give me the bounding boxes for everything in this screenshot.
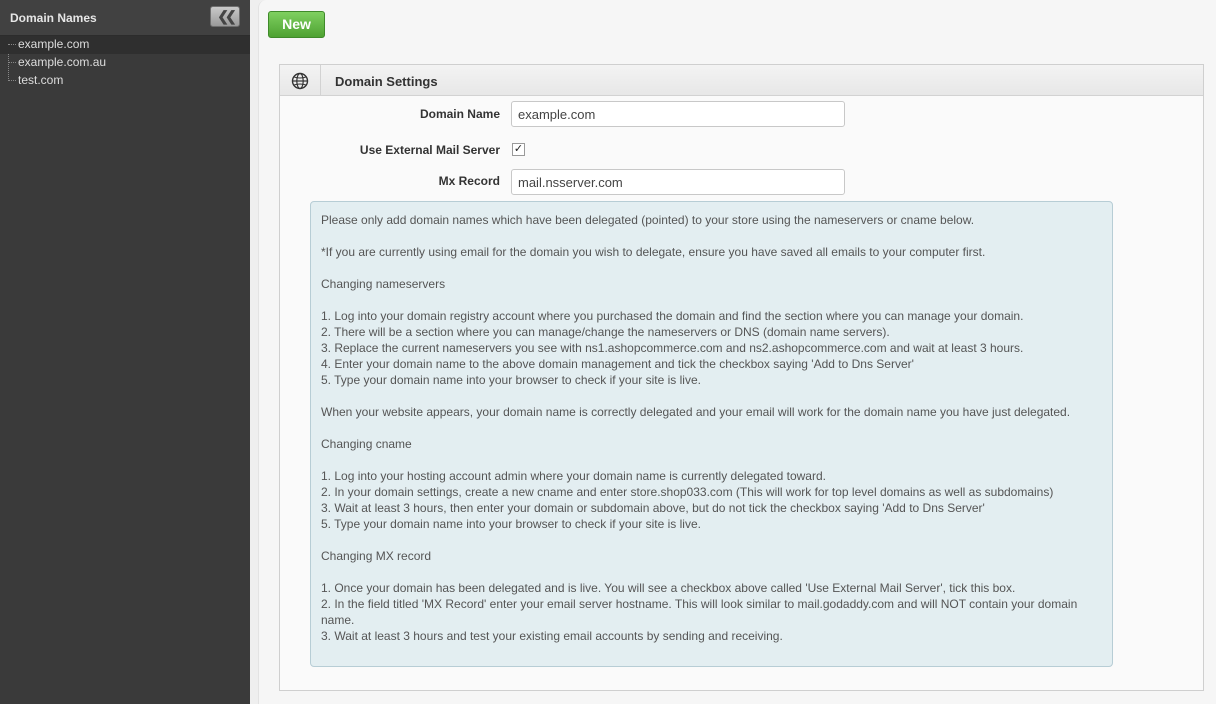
external-mail-checkbox[interactable]: ✓ (513, 143, 524, 155)
mx-record-label: Mx Record (438, 174, 500, 188)
new-button[interactable]: New (268, 11, 325, 38)
info-box (310, 201, 1113, 667)
info-line: 1. Log into your hosting account admin where your domain name is currently delegated toward. (321, 469, 826, 483)
tree-item-test-com[interactable] (0, 72, 250, 90)
tree-item-label: example.com (18, 37, 90, 51)
info-line: 2. There will be a section where you can manage/change the nameservers or DNS (domain name servers). (321, 325, 890, 339)
info-line: When your website appears, your domain name is correctly delegated and your email will work for the domain name you have just delegated. (321, 405, 1071, 419)
info-line: Changing cname (321, 437, 412, 451)
info-line: Changing nameservers (321, 277, 446, 291)
double-chevron-left-icon: ❮❮ (217, 8, 233, 24)
sidebar (0, 0, 250, 704)
panel-title: Domain Settings (335, 74, 438, 89)
info-spacer (321, 228, 1102, 244)
info-line: 2. In your domain settings, create a new cname and enter store.shop033.com (This will work for top level domains as well as subdomains) (321, 485, 1054, 499)
panel-header (280, 65, 1203, 96)
tree-item-label: test.com (18, 73, 64, 87)
info-spacer (321, 292, 1102, 308)
info-line: 1. Log into your domain registry account where you purchased the domain and find the section where you can manage your domain. (321, 309, 1024, 323)
sidebar-title: Domain Names (10, 11, 97, 25)
info-line: 3. Wait at least 3 hours, then enter your domain or subdomain above, but do not tick the checkbox saying 'Add to Dns Server' (321, 501, 985, 515)
globe-icon (291, 72, 309, 90)
tree-item-example-com-au[interactable] (0, 54, 250, 72)
info-line: 3. Wait at least 3 hours and test your existing email accounts by sending and receiving. (321, 629, 783, 643)
info-line: 3. Replace the current nameservers you see with ns1.ashopcommerce.com and ns2.ashopcommerce.com and wait at least 3 hours. (321, 341, 1024, 355)
info-spacer (321, 532, 1102, 548)
domain-name-input[interactable] (511, 101, 845, 127)
info-spacer (321, 564, 1102, 580)
info-line: *If you are currently using email for the domain you wish to delegate, ensure you have saved all emails to your computer first. (321, 245, 986, 259)
info-spacer (321, 388, 1102, 404)
info-spacer (321, 420, 1102, 436)
external-mail-label: Use External Mail Server (359, 143, 500, 157)
panel-icon-cell (280, 65, 321, 95)
tree-item-label: example.com.au (18, 55, 107, 69)
tree-item-example-com[interactable] (0, 36, 250, 54)
collapse-sidebar-button[interactable] (210, 6, 240, 27)
info-line: 1. Once your domain has been delegated and is live. You will see a checkbox above called 'Use External Mail Server', tick this box. (321, 581, 1016, 595)
info-line: 5. Type your domain name into your browser to check if your site is live. (321, 373, 701, 387)
mx-record-input[interactable] (511, 169, 845, 195)
info-spacer (321, 452, 1102, 468)
info-line: 5. Type your domain name into your browser to check if your site is live. (321, 517, 701, 531)
info-line: Changing MX record (321, 549, 432, 563)
info-line: 2. In the field titled 'MX Record' enter your email server hostname. This will look similar to mail.godaddy.com and will NOT contain your domain name. (321, 597, 1078, 627)
info-spacer (321, 260, 1102, 276)
sidebar-header (0, 0, 250, 36)
domain-name-label: Domain Name (419, 107, 500, 121)
info-line: Please only add domain names which have been delegated (pointed) to your store using the nameservers or cname below. (321, 213, 975, 227)
info-line: 4. Enter your domain name to the above domain management and tick the checkbox saying 'Add to Dns Server' (321, 357, 914, 371)
domain-tree (0, 36, 250, 90)
